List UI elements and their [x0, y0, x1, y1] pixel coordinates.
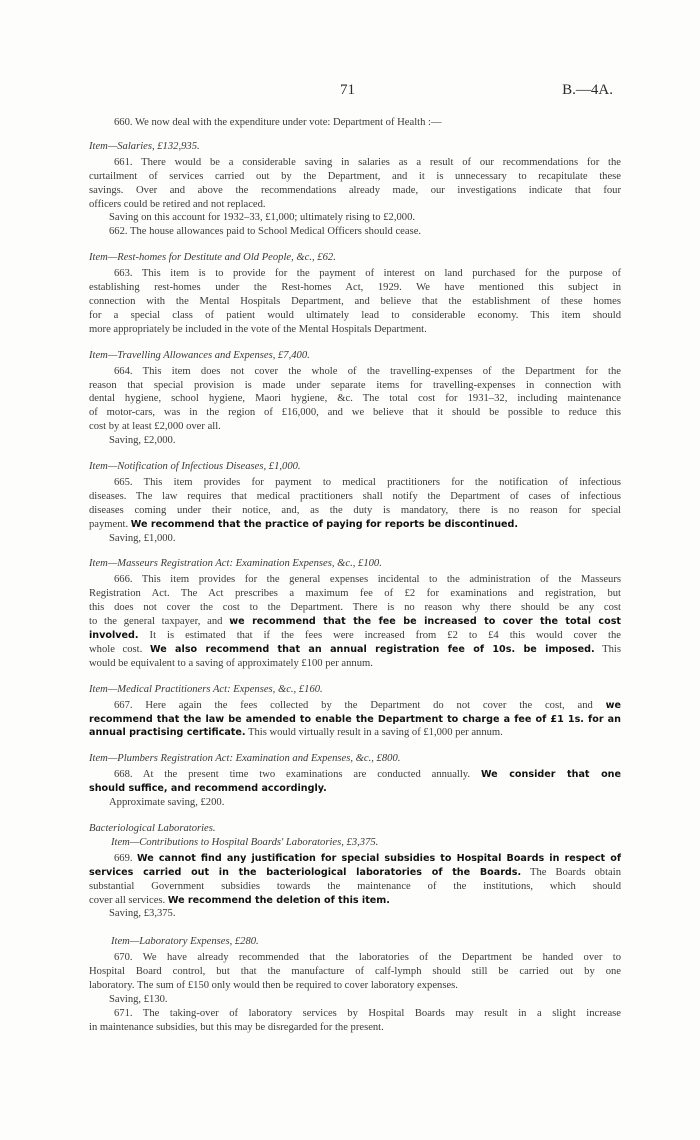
text-line: this does not cover the cost to the Department. There is no reason why there should be any cost — [89, 602, 621, 614]
section-infectious-diseases — [89, 460, 621, 545]
recommendation-text: We also recommend that an annual registration fee of 10s. be imposed. — [149, 643, 595, 655]
text-line: 666. This item provides for the general expenses incidental to the administration of the Masseurs — [114, 574, 621, 586]
text-line: substantial Government subsidies towards the maintenance of the institutions, which should — [89, 880, 621, 892]
text-run: This would virtually result in a saving of £1,000 per annum. — [248, 727, 503, 739]
section-masseurs — [89, 557, 621, 670]
text-line: 670. We have already recommended that the laboratories of the Department be handed over to — [114, 952, 621, 964]
text-line: connection with the Mental Hospitals Department, and believe that the establishment of these homes — [89, 295, 621, 307]
text-line: of motor-cars, was in the region of £16,000, and we believe that it should be possible to reduce this — [89, 407, 621, 419]
text-line: for a special class of patient would ultimately lead to considerable economy. This item should — [89, 309, 621, 321]
section-heading: Bacteriological Laboratories. — [89, 822, 216, 834]
text-line: 663. This item is to provide for the payment of interest on land purchased for the purpose of — [114, 268, 621, 280]
text-line — [89, 699, 621, 713]
text-line: curtailment of services carried out by the Department, and it is unnecessary to recapitulate these — [89, 170, 621, 182]
section-heading: Item—Medical Practitioners Act: Expenses, &c., £160. — [89, 683, 323, 695]
section-laboratory-expenses — [89, 935, 621, 1034]
text-run: The Boards obtain — [530, 866, 621, 878]
section-heading: Item—Plumbers Registration Act: Examination and Expenses, &c., £800. — [89, 753, 401, 765]
text-line: savings. Over and above the recommendations already made, our investigations indicate that four — [89, 184, 621, 196]
text-line: establishing rest-homes under the Rest-homes Act, 1929. We have mentioned this subject in — [89, 282, 621, 294]
section-heading: Item—Laboratory Expenses, £280. — [111, 936, 259, 948]
saving-line: Saving on this account for 1932–33, £1,000; ultimately rising to £2,000. — [109, 212, 416, 224]
paragraph-662: 662. The house allowances paid to School Medical Officers should cease. — [109, 226, 422, 238]
page-number: 71 — [340, 82, 355, 98]
saving-line: Saving, £130. — [109, 993, 168, 1005]
text-run: This — [602, 643, 621, 655]
section-heading: Item—Notification of Infectious Diseases, £1,000. — [89, 461, 301, 473]
section-travelling — [89, 349, 621, 448]
text-line: Registration Act. The Act prescribes a maximum fee of £2 for examinations and registration, but — [89, 588, 621, 600]
section-salaries — [89, 140, 621, 239]
recommendation-text: should suffice, and recommend accordingly. — [89, 783, 327, 795]
saving-line: Approximate saving, £200. — [109, 797, 225, 809]
text-run: to the general taxpayer, and — [89, 616, 223, 628]
text-line — [89, 726, 621, 740]
text-line: cost by at least £2,000 over all. — [89, 421, 221, 433]
section-heading: Item—Travelling Allowances and Expenses, £7,400. — [89, 349, 310, 361]
text-run: payment. — [89, 518, 129, 530]
recommendation-text: involved. — [89, 630, 139, 641]
text-line: 661. There would be a considerable saving in salaries as a result of our recommendations for the — [114, 156, 621, 168]
recommendation-text: we recommend that the fee be increased to cover the total cost — [229, 616, 621, 628]
text-line: diseases. The law requires that medical practitioners shall notify the Department of cases of infectious — [89, 490, 621, 502]
text-line: dental hygiene, school hygiene, Maori hygiene, &c. The total cost for 1931–32, including maintenance — [89, 393, 621, 405]
saving-line: Saving, £1,000. — [109, 532, 176, 544]
section-bacteriological — [89, 822, 621, 921]
section-heading: Item—Masseurs Registration Act: Examination Expenses, &c., £100. — [89, 558, 382, 570]
text-line: more appropriately be included in the vote of the Mental Hospitals Department. — [89, 323, 427, 335]
text-run: 669. — [114, 852, 133, 864]
text-run: It is estimated that if the fees were increased from £2 to £4 this would cover the — [149, 630, 621, 641]
text-line: reason that special provision is made under separate items for travelling-expenses in connection with — [89, 379, 621, 391]
text-line: Hospital Board control, but that the manufacture of calf-lymph should still be carried out by one — [89, 966, 621, 978]
text-run: whole cost. — [89, 643, 143, 655]
recommendation-text: services carried out in the bacteriological laboratories of the Boards. — [89, 866, 522, 878]
paragraph-660: 660. We now deal with the expenditure under vote: Department of Health :— — [114, 117, 442, 128]
section-plumbers — [89, 752, 621, 810]
section-rest-homes — [89, 251, 621, 336]
recommendation-text: We recommend the deletion of this item. — [167, 894, 390, 906]
text-run: 667. Here again the fees collected by the Department do not cover the cost, and — [114, 699, 593, 711]
document-body — [89, 116, 621, 1035]
subsection-heading: Item—Contributions to Hospital Boards' Laboratories, £3,375. — [111, 836, 379, 848]
text-line: officers could be retired and not replaced. — [89, 198, 266, 210]
recommendation-text: we — [605, 699, 621, 711]
section-medical-practitioners — [89, 683, 621, 741]
text-line — [89, 643, 621, 657]
text-line — [89, 768, 621, 782]
text-line: laboratory. The sum of £150 only would then be required to cover laboratory expenses. — [89, 980, 458, 992]
document-reference: B.—4A. — [562, 82, 613, 98]
text-line — [89, 629, 621, 643]
text-run: cover all services. — [89, 894, 166, 906]
saving-line: Saving, £2,000. — [109, 435, 176, 447]
text-line — [89, 518, 621, 532]
page-header — [0, 82, 700, 102]
text-line: would be equivalent to a saving of approximately £100 per annum. — [89, 657, 373, 669]
text-line: 665. This item provides for payment to medical practitioners for the notification of infectious — [114, 476, 621, 488]
section-heading: Item—Rest-homes for Destitute and Old People, &c., £62. — [89, 252, 336, 264]
text-line — [89, 894, 621, 908]
saving-line: Saving, £3,375. — [109, 908, 176, 920]
section-heading: Item—Salaries, £132,935. — [89, 140, 200, 152]
text-line: in maintenance subsidies, but this may be disregarded for the present. — [89, 1021, 384, 1033]
recommendation-text: We consider that one — [480, 769, 621, 781]
recommendation-text: We cannot find any justification for special subsidies to Hospital Boards in respect of — [136, 852, 621, 864]
text-line — [89, 852, 621, 866]
recommendation-text: We recommend that the practice of paying for reports be discontinued. — [130, 518, 519, 530]
text-line: diseases coming under their notice, and, as the duty is mandatory, there is no reason for special — [89, 504, 621, 516]
text-run: 668. At the present time two examinations are conducted annually. — [114, 769, 471, 781]
recommendation-text: annual practising certificate. — [89, 727, 246, 739]
text-line: 671. The taking-over of laboratory services by Hospital Boards may result in a slight increase — [114, 1007, 621, 1019]
text-line: 664. This item does not cover the whole of the travelling-expenses of the Department for the — [114, 365, 621, 377]
text-line — [89, 866, 621, 880]
text-line — [89, 615, 621, 629]
recommendation-text: recommend that the law be amended to enable the Department to charge a fee of £1 1s. for an — [89, 713, 621, 725]
